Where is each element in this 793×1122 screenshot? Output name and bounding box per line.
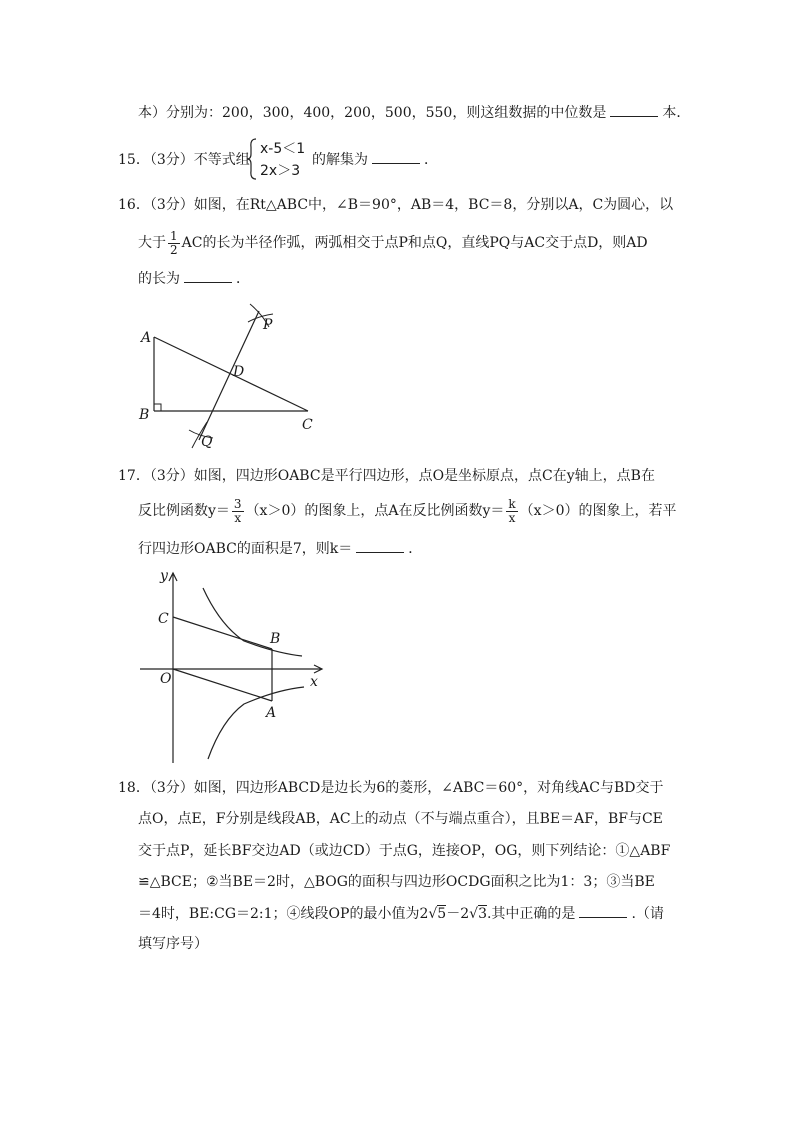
q16-line3: 的长为 ．	[138, 268, 250, 289]
curve-ykx	[208, 687, 304, 759]
coordinate-figure	[136, 565, 336, 767]
question-15: 15．（3分）不等式组 x-5＜1 2x＞3 的解集为 ．	[118, 137, 458, 181]
brace-icon	[246, 137, 258, 181]
sqrt-icon: √	[428, 906, 438, 922]
label-x: x	[310, 674, 318, 690]
triangle-figure	[135, 300, 335, 452]
label-b: B	[270, 631, 281, 647]
segment-cb	[173, 617, 272, 649]
fraction-k-over-x: $\frac{k}{x}$	[508, 496, 516, 525]
label-d: D	[233, 364, 245, 380]
label-a: A	[141, 330, 152, 346]
label-q: Q	[201, 434, 213, 450]
answer-blank[interactable]	[372, 149, 420, 164]
segment-oa	[173, 669, 272, 701]
fraction-half: $\frac{1}{2}$	[170, 228, 178, 257]
q14-continuation: 本）分别为：200，300，400，200，500，550，则这组数据的中位数是 本．	[138, 102, 690, 123]
right-angle-mark	[154, 404, 161, 411]
q16-line2: 大于 $\frac{1}{2}$ AC的长为半径作弧，两弧相交于点P和点Q，直线PQ与AC交于点D，则AD	[138, 228, 648, 257]
label-b: B	[139, 407, 150, 423]
answer-blank[interactable]	[356, 538, 404, 553]
q18-line4: ≌△BCE；②当BE＝2时，△BOG的面积与四边形OCDG面积之比为1：3；③当BE	[138, 874, 655, 890]
q16-line1: 16．（3分）如图，在Rt△ABC中，∠B＝90°，AB＝4，BC＝8，分别以A，C为圆心，以	[118, 197, 674, 213]
sqrt-icon: √	[469, 906, 479, 922]
fraction-3-over-x: $\frac{3}{x}$	[233, 496, 242, 525]
q18-line3: 交于点P，延长BF交边AD（或边CD）于点G，连接OP，OG，则下列结论：①△ABF	[138, 843, 671, 859]
answer-blank[interactable]	[184, 268, 232, 283]
q18-line5: ＝4时，BE:CG＝2:1；④线段OP的最小值为2√5－2√3.其中正确的是 .（请	[138, 903, 664, 924]
q17-line2: 反比例函数y＝ $\frac{3}{x}$ （x＞0）的图象上，点A在反比例函数y＝ $\frac{k}{x}$ （x＞0）的图象上，若平	[138, 496, 677, 525]
label-y: y	[160, 568, 168, 584]
inequality-1: x-5＜1	[260, 141, 306, 157]
answer-blank[interactable]	[579, 903, 627, 918]
inequality-2: 2x＞3	[260, 163, 301, 179]
curve-y3x	[203, 588, 302, 656]
label-p: P	[263, 317, 273, 333]
label-c: C	[158, 611, 169, 627]
q18-line2: 点O，点E，F分别是线段AB，AC上的动点（不与端点重合），且BE＝AF，BF与CE	[138, 811, 663, 827]
answer-blank[interactable]	[610, 102, 658, 117]
label-o: O	[160, 671, 172, 687]
q17-line3: 行四边形OABC的面积是7，则k＝ ．	[138, 538, 422, 559]
q18-line1: 18．（3分）如图，四边形ABCD是边长为6的菱形，∠ABC＝60°，对角线AC与BD交于	[118, 780, 664, 796]
q18-line6: 填写序号）	[138, 936, 208, 952]
label-a: A	[266, 705, 277, 721]
line-pq	[199, 311, 259, 440]
segment-ac	[154, 337, 308, 411]
q17-line1: 17．（3分）如图，四边形OABC是平行四边形，点O是坐标原点，点C在y轴上，点B在	[118, 468, 655, 484]
label-c: C	[302, 417, 313, 433]
